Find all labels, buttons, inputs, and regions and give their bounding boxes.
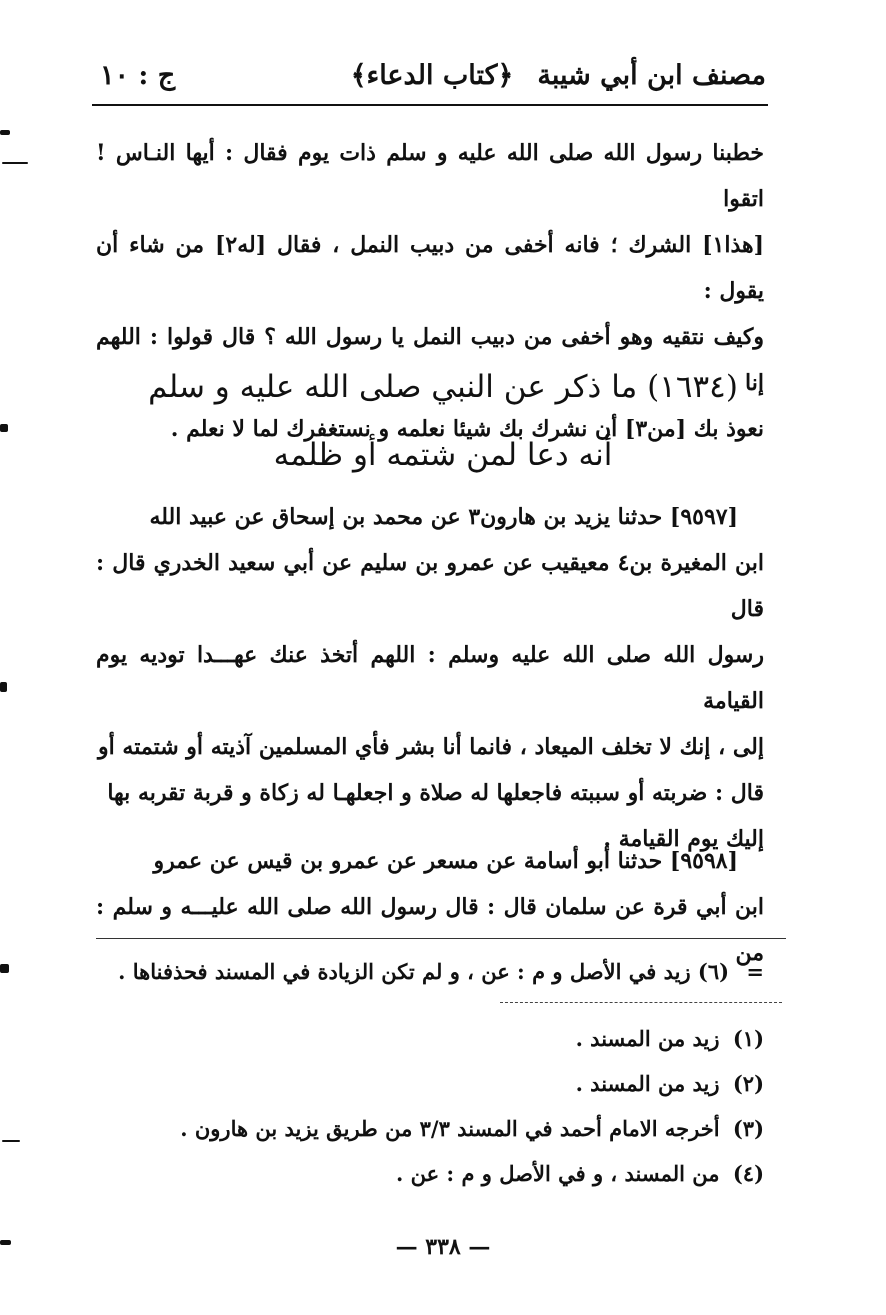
scan-mark [2,1140,20,1142]
text-line: إلى ، إنك لا تخلف الميعاد ، فانما أنا بشر فأي المسلمين آذيته أو شتمته أو [98,734,764,760]
text-line: [هذا١] الشرك ؛ فانه أخفى من دبيب النمل ، فقال [له٢] من شاء أن يقول : [96,232,765,304]
chapter-heading-line-2: أنه دعا لمن شتمه أو ظلمه [273,437,613,473]
footnote [120,1016,764,1061]
running-header [96,56,768,100]
text-line: ابن أبي قرة عن سلمان قال : قال رسول الله صلى الله عليـــه و سلم : من [96,894,764,966]
footnote [120,1151,764,1196]
scan-mark [0,1240,11,1245]
volume-number: ج : ١٠ [100,60,176,91]
chapter-title: ﴿كتاب الدعاء﴾ [350,60,514,91]
text-line: قال : ضربته أو سببته فاجعلها له صلاة و اجعلهـا له زكاة و قربة تقربه بها [107,780,764,806]
footnote [120,1106,764,1151]
footnote [120,1061,764,1106]
scan-mark [0,964,9,973]
text-line: ابن المغيرة بن٤ معيقيب عن عمرو بن سليم عن أبي سعيد الخدري قال : قال [96,550,765,622]
footnote-number: (٤) [732,1161,764,1186]
scan-mark [0,682,7,692]
scan-mark [0,130,10,135]
footnotes [120,1016,764,1196]
text-line: نعوذ بك [من٣] أن نشرك بك شيئا نعلمه و نستغفرك لما لا نعلم . [170,416,764,442]
text-line: وكيف نتقيه وهو أخفى من دبيب النمل يا رسول الله ؟ قال قولوا : اللهم إنا [96,324,764,396]
text-line: [٩٥٩٨] حدثنا أبو أسامة عن مسعر عن عمرو بن قيس عن عمرو [153,848,738,874]
text-line: رسول الله صلى الله عليه وسلم : اللهم أتخذ عنك عهـــدا توديه يوم القيامة [96,642,764,714]
footnote-text: زيد من المسند . [575,1026,720,1051]
chapter-heading-line-1: (١٦٣٤) ما ذكر عن النبي صلى الله عليه و سلم [148,369,738,405]
footnote-text: من المسند ، و في الأصل و م : عن . [395,1161,720,1186]
footnote-number: (٣) [732,1116,764,1141]
footnote-separator [500,1002,782,1004]
text-line: [٩٥٩٧] حدثنا يزيد بن هارون٣ عن محمد بن إسحاق عن عبيد الله [149,504,738,530]
hadith-9597 [96,494,764,862]
header-rule [92,104,768,106]
continuation-mark: = [746,959,764,984]
footnote-number: (٢) [732,1071,764,1096]
book-title: مصنف ابن أبي شيبة [537,60,766,91]
scan-mark [0,424,8,432]
text-line: خطبنا رسول الله صلى الله عليه و سلم ذات يوم فقال : أيها النـاس ! اتقوا [96,140,764,212]
footnote-number: (١) [732,1026,764,1051]
text-footnote-divider [96,938,786,939]
page-number: — ٣٣٨ — [395,1234,491,1260]
scan-mark [2,162,28,164]
footnote-text: أخرجه الامام أحمد في المسند ٣/٣ من طريق يزيد بن هارون . [180,1116,720,1141]
footnote-text: زيد من المسند . [575,1071,720,1096]
footnote-text: (٦) زيد في الأصل و م : عن ، و لم تكن الزيادة في المسند فحذفناها . [118,959,730,984]
text-line: إليك يوم القيامة . [603,826,764,852]
footnote-continuation [120,952,764,992]
